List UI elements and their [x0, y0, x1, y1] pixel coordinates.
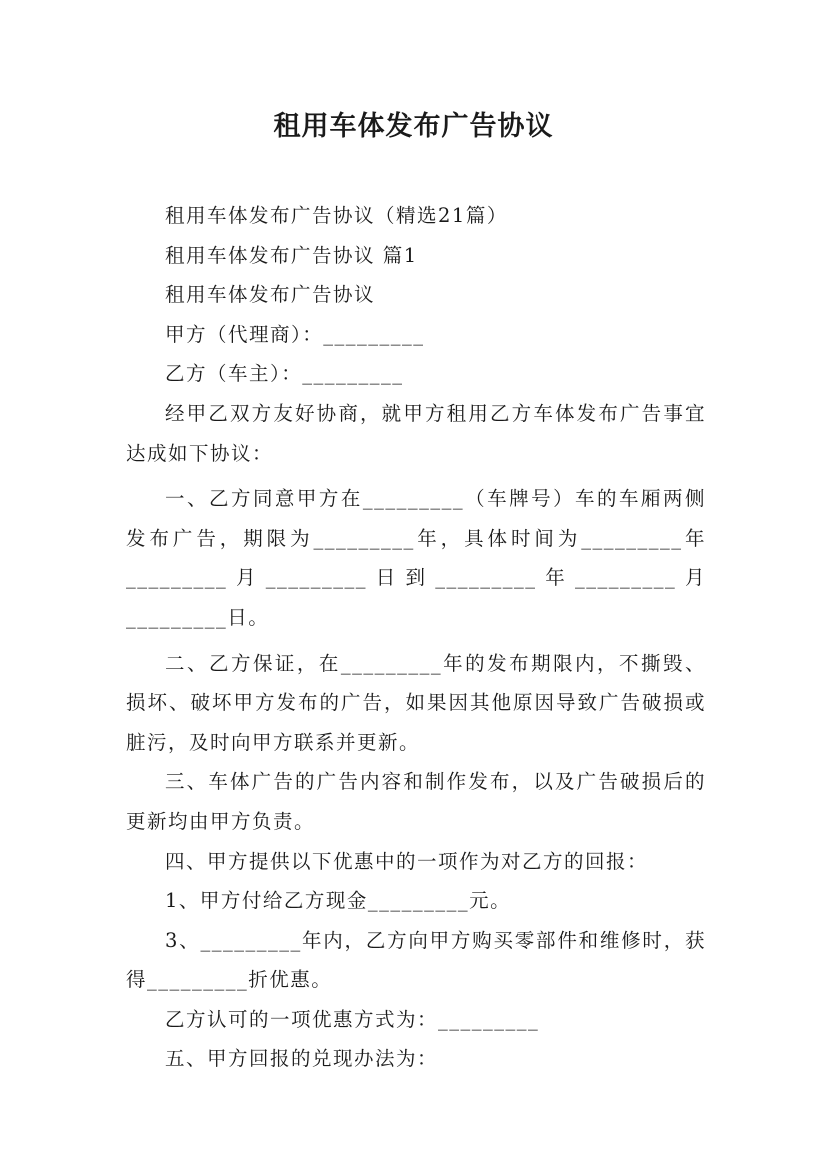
paragraph-clause-1: 一、乙方同意甲方在_________（车牌号）车的车厢两侧发布广告，期限为_________年，具体时间为_________年_________月_________日到_________年_________月_________日。 [126, 487, 706, 629]
paragraph-clause-5: 五、甲方回报的兑现办法为： [165, 1047, 439, 1071]
paragraph-clause-4: 四、甲方提供以下优惠中的一项作为对乙方的回报： [165, 849, 649, 873]
paragraph-party-b: 乙方（车主）：_________ [165, 362, 404, 386]
paragraph-party-a: 甲方（代理商）：_________ [165, 322, 425, 346]
paragraph-option-3: 3、_________年内，乙方向甲方购买零部件和维修时，获得_________折优惠。 [126, 928, 706, 992]
paragraph-preamble: 经甲乙双方友好协商，就甲方租用乙方车体发布广告事宜达成如下协议： [126, 401, 706, 465]
document-title: 租用车体发布广告协议 [273, 111, 554, 142]
document-body [126, 196, 706, 1079]
paragraph-chosen-option: 乙方认可的一项优惠方式为：_________ [165, 1007, 540, 1031]
paragraph-agreement-name: 租用车体发布广告协议 [165, 283, 376, 307]
paragraph-option-1: 1、甲方付给乙方现金_________元。 [165, 889, 512, 913]
paragraph-clause-3: 三、车体广告的广告内容和制作发布，以及广告破损后的更新均由甲方负责。 [126, 770, 706, 833]
paragraph-subtitle: 租用车体发布广告协议（精选21篇） [165, 204, 508, 227]
paragraph-clause-2: 二、乙方保证，在_________年的发布期限内，不撕毁、损坏、破坏甲方发布的广告，如果因其他原因导致广告破损或脏污，及时向甲方联系并更新。 [126, 651, 706, 754]
paragraph-section-heading: 租用车体发布广告协议 篇1 [165, 243, 418, 267]
